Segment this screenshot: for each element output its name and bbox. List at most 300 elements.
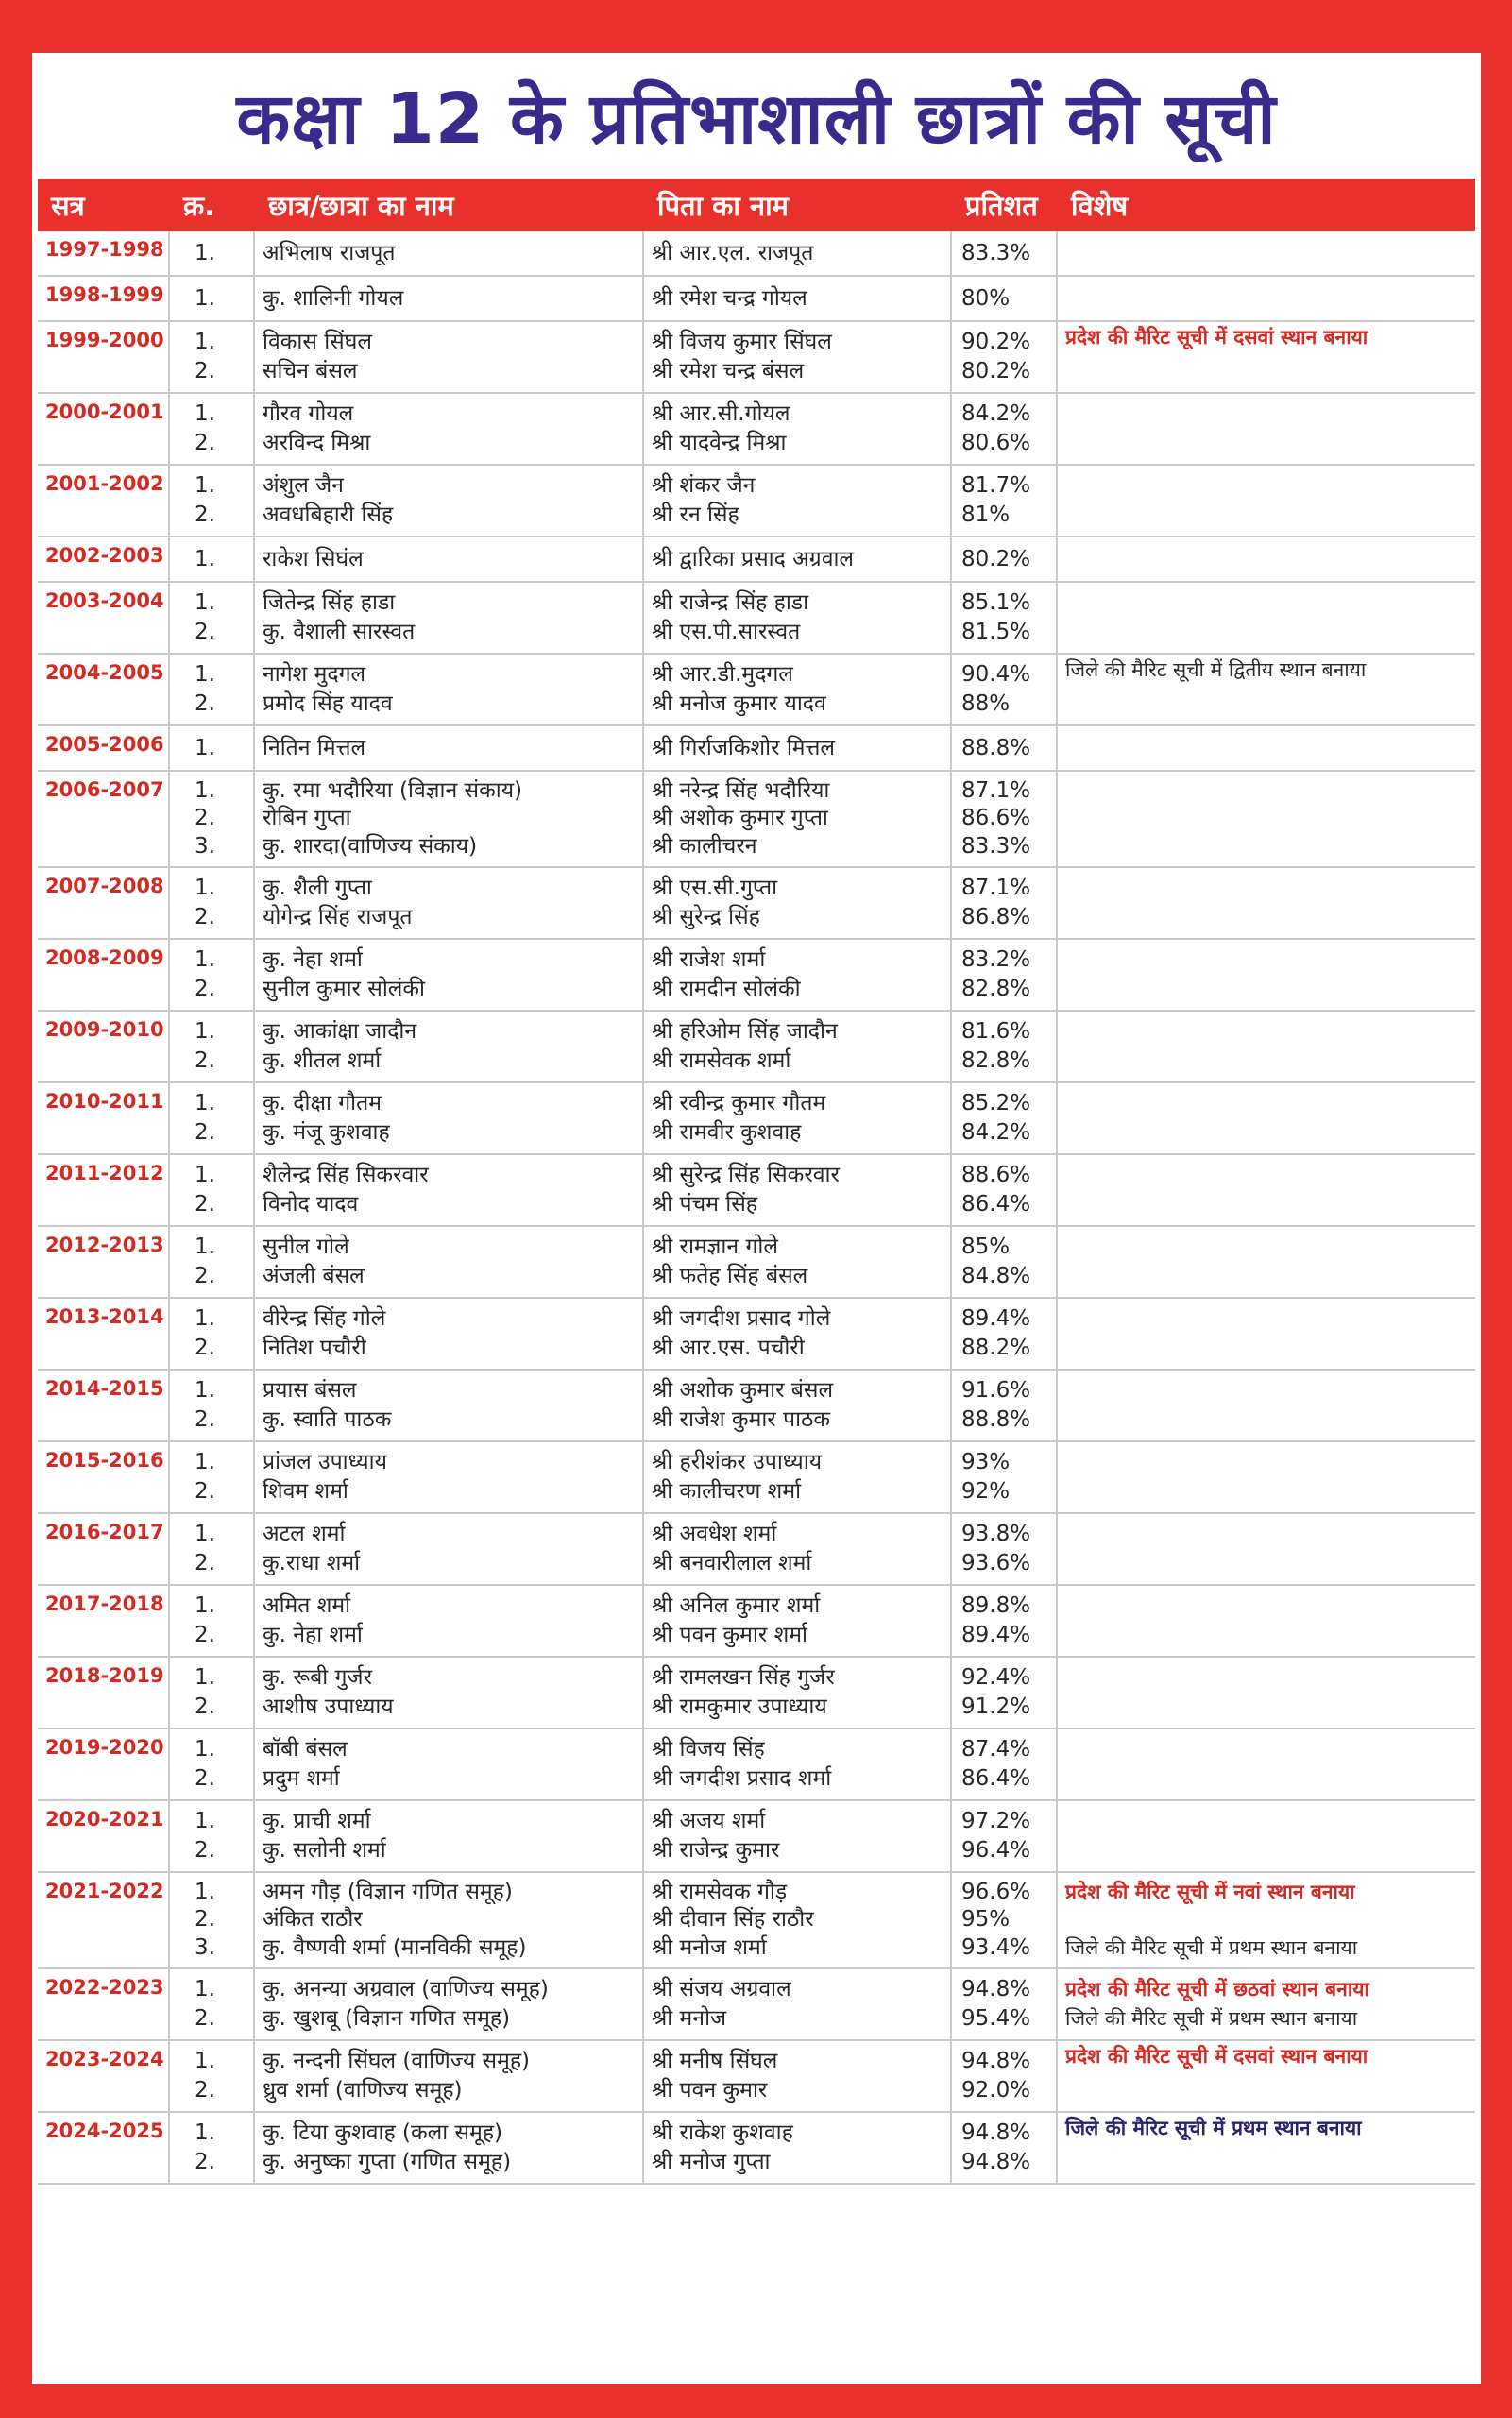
serial-number-cell — [170, 537, 255, 581]
session-cell: 2024-2025 — [38, 2113, 170, 2183]
student-name: अंकित राठौर — [263, 1907, 363, 1933]
student-name-cell — [255, 1442, 644, 1512]
serial-number: 2. — [195, 1551, 215, 1575]
percentage: 86.6% — [961, 806, 1031, 831]
student-name: कु. अनुष्का गुप्ता (गणित समूह) — [263, 2150, 512, 2174]
special-note-cell — [1058, 1155, 1475, 1225]
serial-number: 1. — [195, 1880, 215, 1905]
table-row — [38, 726, 1475, 772]
percentage: 93.8% — [961, 1522, 1031, 1546]
special-note-cell — [1058, 655, 1475, 724]
percentage-cell — [952, 1729, 1058, 1799]
percentage-cell — [952, 583, 1058, 653]
student-name: सुनील कुमार सोलंकी — [263, 977, 425, 1001]
special-note-cell — [1058, 1801, 1475, 1871]
student-name: अंशुल जैन — [263, 473, 344, 498]
percentage-cell — [952, 2041, 1058, 2111]
serial-number: 1. — [195, 778, 215, 804]
serial-number-cell — [170, 1442, 255, 1512]
percentage-cell — [952, 1299, 1058, 1369]
student-name: कु. खुशबू (विज्ञान गणित समूह) — [263, 2006, 511, 2031]
percentage: 92.4% — [961, 1665, 1031, 1690]
serial-number: 1. — [195, 1665, 215, 1690]
father-name: श्री मनोज कुमार यादव — [652, 691, 826, 716]
student-name: सचिन बंसल — [263, 359, 358, 383]
serial-number: 2. — [195, 1694, 215, 1719]
serial-number: 3. — [195, 833, 215, 859]
father-name-cell — [644, 322, 952, 392]
serial-number: 1. — [195, 1378, 215, 1403]
achievement-note: प्रदेश की मैरिट सूची में छठवां स्थान बनाया — [1065, 1978, 1369, 2001]
table-row — [38, 2113, 1475, 2185]
serial-number: 2. — [195, 1766, 215, 1791]
percentage-cell — [952, 772, 1058, 866]
student-name: प्रदुम शर्मा — [263, 1766, 340, 1791]
student-name: कु. शीतल शर्मा — [263, 1048, 382, 1073]
student-name-cell — [255, 772, 644, 866]
special-note-cell — [1058, 466, 1475, 536]
student-name-cell — [255, 1083, 644, 1153]
father-name-cell — [644, 655, 952, 724]
percentage-cell — [952, 940, 1058, 1010]
percentage: 80.2% — [961, 546, 1031, 571]
father-name-cell — [644, 1227, 952, 1297]
serial-number-cell — [170, 583, 255, 653]
special-note-cell — [1058, 1299, 1475, 1369]
session-cell: 2015-2016 — [38, 1442, 170, 1512]
student-name-cell — [255, 1012, 644, 1081]
student-name: कु. नेहा शर्मा — [263, 947, 363, 972]
serial-number: 2. — [195, 1048, 215, 1073]
percentage-cell — [952, 1227, 1058, 1297]
percentage: 88.6% — [961, 1163, 1031, 1187]
achievement-note: प्रदेश की मैरिट सूची में नवां स्थान बनाया — [1065, 1881, 1355, 1904]
percentage: 94.8% — [961, 2120, 1031, 2145]
father-name: श्री राजेश शर्मा — [652, 947, 766, 972]
father-name-cell — [644, 1969, 952, 2039]
percentage: 97.2% — [961, 1809, 1031, 1833]
student-name-cell — [255, 655, 644, 724]
father-name: श्री हरिओम सिंह जादौन — [652, 1019, 838, 1044]
percentage: 89.8% — [961, 1593, 1031, 1618]
achievement-note: प्रदेश की मैरिट सूची में दसवां स्थान बनाया — [1065, 2045, 1368, 2068]
father-name: श्री जगदीश प्रसाद शर्मा — [652, 1766, 832, 1791]
serial-number: 1. — [195, 1091, 215, 1115]
special-note-cell — [1058, 322, 1475, 392]
serial-number: 2. — [195, 359, 215, 383]
student-name-cell — [255, 1586, 644, 1656]
father-name: श्री पवन कुमार शर्मा — [652, 1623, 807, 1647]
student-name: अटल शर्मा — [263, 1522, 346, 1546]
session-cell: 2005-2006 — [38, 726, 170, 770]
serial-number: 2. — [195, 2006, 215, 2031]
father-name: श्री अशोक कुमार गुप्ता — [652, 806, 828, 831]
achievement-note — [1065, 1910, 1475, 1930]
percentage: 93.6% — [961, 1551, 1031, 1575]
table-row — [38, 1514, 1475, 1586]
table-body — [38, 231, 1475, 2185]
student-name-cell — [255, 1658, 644, 1728]
father-name-cell — [644, 1801, 952, 1871]
student-name: जितेन्द्र सिंह हाडा — [263, 590, 396, 615]
percentage-cell — [952, 1371, 1058, 1440]
serial-number-cell — [170, 940, 255, 1010]
serial-number: 2. — [195, 1479, 215, 1504]
father-name: श्री अवधेश शर्मा — [652, 1522, 777, 1546]
percentage-cell — [952, 1873, 1058, 1967]
father-name: श्री जगदीश प्रसाद गोले — [652, 1306, 831, 1331]
serial-number: 1. — [195, 1450, 215, 1474]
serial-number-cell — [170, 868, 255, 938]
table-row — [38, 1371, 1475, 1442]
serial-number: 2. — [195, 1623, 215, 1647]
table-row — [38, 1586, 1475, 1658]
serial-number: 2. — [195, 977, 215, 1001]
special-note-cell — [1058, 1658, 1475, 1728]
poster-sheet — [32, 53, 1481, 2384]
percentage: 86.8% — [961, 905, 1031, 929]
serial-number: 1. — [195, 1235, 215, 1259]
father-name-cell — [644, 277, 952, 320]
serial-number: 1. — [195, 1809, 215, 1833]
table-row — [38, 1969, 1475, 2041]
student-name: कु. आकांक्षा जादौन — [263, 1019, 417, 1044]
session-cell: 2001-2002 — [38, 466, 170, 536]
student-name: कु. वैशाली सारस्वत — [263, 620, 416, 644]
session-cell: 2010-2011 — [38, 1083, 170, 1153]
percentage: 94.8% — [961, 2150, 1031, 2174]
father-name-cell — [644, 1012, 952, 1081]
percentage: 80.2% — [961, 359, 1031, 383]
serial-number: 1. — [195, 285, 215, 311]
father-name-cell — [644, 726, 952, 770]
student-name-cell — [255, 537, 644, 581]
student-name-cell — [255, 1514, 644, 1584]
session-cell: 2012-2013 — [38, 1227, 170, 1297]
session-cell: 2007-2008 — [38, 868, 170, 938]
serial-number: 2. — [195, 905, 215, 929]
student-name: कु. प्राची शर्मा — [263, 1809, 371, 1833]
table-row — [38, 394, 1475, 466]
father-name: श्री रन सिंह — [652, 502, 739, 527]
percentage: 88% — [961, 691, 1011, 716]
father-name: श्री गिर्राजकिशोर मित्तल — [652, 735, 836, 760]
student-name: गौरव गोयल — [263, 401, 354, 426]
father-name: श्री रामसेवक शर्मा — [652, 1048, 791, 1073]
father-name: श्री अजय शर्मा — [652, 1809, 766, 1833]
serial-number: 1. — [195, 401, 215, 426]
father-name: श्री फतेह सिंह बंसल — [652, 1264, 808, 1288]
serial-number-cell — [170, 1969, 255, 2039]
serial-number: 1. — [195, 590, 215, 615]
father-name: श्री नरेन्द्र सिंह भदौरिया — [652, 778, 830, 804]
student-name: कु. दीक्षा गौतम — [263, 1091, 382, 1115]
student-name-cell — [255, 1371, 644, 1440]
percentage: 85% — [961, 1235, 1011, 1259]
father-name: श्री दीवान सिंह राठौर — [652, 1907, 814, 1933]
percentage-cell — [952, 1155, 1058, 1225]
father-name: श्री आर.एस. पचौरी — [652, 1336, 805, 1360]
serial-number: 1. — [195, 473, 215, 498]
percentage-cell — [952, 231, 1058, 275]
serial-number: 2. — [195, 431, 215, 455]
student-name-cell — [255, 1729, 644, 1799]
percentage-cell — [952, 868, 1058, 938]
serial-number: 1. — [195, 947, 215, 972]
father-name: श्री कालीचरण शर्मा — [652, 1479, 802, 1504]
student-name: योगेन्द्र सिंह राजपूत — [263, 905, 413, 929]
percentage: 89.4% — [961, 1623, 1031, 1647]
achievement-note: प्रदेश की मैरिट सूची में दसवां स्थान बनाया — [1065, 326, 1368, 349]
percentage: 81.6% — [961, 1019, 1031, 1044]
serial-number: 1. — [195, 876, 215, 900]
percentage: 86.4% — [961, 1192, 1031, 1217]
percentage-cell — [952, 277, 1058, 320]
percentage: 86.4% — [961, 1766, 1031, 1791]
student-name: कु. शारदा(वाणिज्य संकाय) — [263, 833, 478, 859]
achievement-note: जिले की मैरिट सूची में प्रथम स्थान बनाया — [1065, 1935, 1358, 1959]
table-row — [38, 1012, 1475, 1083]
percentage: 94.8% — [961, 2049, 1031, 2073]
percentage-cell — [952, 726, 1058, 770]
percentage-cell — [952, 322, 1058, 392]
student-name-cell — [255, 322, 644, 392]
father-name-cell — [644, 1442, 952, 1512]
special-note-cell — [1058, 583, 1475, 653]
percentage-cell — [952, 2113, 1058, 2183]
student-name: नितिन मित्तल — [263, 735, 366, 760]
serial-number: 1. — [195, 330, 215, 354]
father-name-cell — [644, 1873, 952, 1967]
student-name-cell — [255, 583, 644, 653]
session-cell: 2014-2015 — [38, 1371, 170, 1440]
percentage: 94.8% — [961, 1977, 1031, 2001]
serial-number-cell — [170, 655, 255, 724]
student-name: नागेश मुदगल — [263, 662, 366, 687]
achievement-note: जिले की मैरिट सूची में द्वितीय स्थान बनाया — [1065, 658, 1367, 681]
father-name: श्री एस.पी.सारस्वत — [652, 620, 801, 644]
percentage: 81.7% — [961, 473, 1031, 498]
table-row — [38, 772, 1475, 868]
table-row — [38, 277, 1475, 322]
table-row — [38, 466, 1475, 537]
percentage: 93% — [961, 1450, 1011, 1474]
father-name: श्री रमेश चन्द्र बंसल — [652, 359, 805, 383]
special-note-cell — [1058, 1442, 1475, 1512]
serial-number-cell — [170, 466, 255, 536]
session-cell: 2023-2024 — [38, 2041, 170, 2111]
father-name: श्री रामज्ञान गोले — [652, 1235, 778, 1259]
father-name: श्री अशोक कुमार बंसल — [652, 1378, 834, 1403]
father-name: श्री यादवेन्द्र मिश्रा — [652, 431, 787, 455]
father-name: श्री अनिल कुमार शर्मा — [652, 1593, 821, 1618]
serial-number: 2. — [195, 806, 215, 831]
serial-number: 2. — [195, 1120, 215, 1145]
serial-number-cell — [170, 1729, 255, 1799]
session-cell: 2019-2020 — [38, 1729, 170, 1799]
student-name: प्रमोद सिंह यादव — [263, 691, 393, 716]
special-note-cell — [1058, 1873, 1475, 1967]
percentage: 81% — [961, 502, 1011, 527]
session-cell: 2009-2010 — [38, 1012, 170, 1081]
student-name-cell — [255, 726, 644, 770]
student-name-cell — [255, 1299, 644, 1369]
table-row — [38, 1299, 1475, 1371]
percentage-cell — [952, 394, 1058, 464]
special-note-cell — [1058, 537, 1475, 581]
percentage: 87.4% — [961, 1737, 1031, 1762]
student-name: कु. मंजू कुशवाह — [263, 1120, 390, 1145]
student-name: नितिश पचौरी — [263, 1336, 366, 1360]
father-name: श्री मनोज — [652, 2006, 727, 2031]
student-name: अरविन्द मिश्रा — [263, 431, 371, 455]
serial-number-cell — [170, 1227, 255, 1297]
session-cell: 1997-1998 — [38, 231, 170, 275]
table-row — [38, 1873, 1475, 1969]
special-note-cell — [1058, 1371, 1475, 1440]
percentage: 90.2% — [961, 330, 1031, 354]
percentage: 85.1% — [961, 590, 1031, 615]
header-father-name: पिता का नाम — [657, 189, 789, 222]
student-name: कु. स्वाति पाठक — [263, 1407, 392, 1432]
serial-number: 1. — [195, 1737, 215, 1762]
session-cell: 2022-2023 — [38, 1969, 170, 2039]
father-name: श्री द्वारिका प्रसाद अग्रवाल — [652, 546, 855, 571]
father-name: श्री आर.सी.गोयल — [652, 401, 790, 426]
student-name-cell — [255, 1227, 644, 1297]
father-name: श्री रामलखन सिंह गुर्जर — [652, 1665, 835, 1690]
father-name-cell — [644, 231, 952, 275]
student-name: अमित शर्मा — [263, 1593, 351, 1618]
table-row — [38, 1442, 1475, 1514]
percentage: 83.3% — [961, 240, 1031, 265]
father-name: श्री मनोज गुप्ता — [652, 2150, 771, 2174]
father-name: श्री रवीन्द्र कुमार गौतम — [652, 1091, 826, 1115]
special-note-cell — [1058, 772, 1475, 866]
father-name: श्री हरीशंकर उपाध्याय — [652, 1450, 823, 1474]
student-name-cell — [255, 1873, 644, 1967]
percentage-cell — [952, 537, 1058, 581]
serial-number: 1. — [195, 2049, 215, 2073]
session-cell: 2011-2012 — [38, 1155, 170, 1225]
student-name: प्रांजल उपाध्याय — [263, 1450, 387, 1474]
session-cell: 2006-2007 — [38, 772, 170, 866]
father-name: श्री राजेश कुमार पाठक — [652, 1407, 831, 1432]
father-name: श्री राजेन्द्र सिंह हाडा — [652, 590, 809, 615]
special-note-cell — [1058, 1969, 1475, 2039]
header-percentage: प्रतिशत — [965, 189, 1038, 222]
serial-number-cell — [170, 394, 255, 464]
serial-number: 2. — [195, 1838, 215, 1863]
session-cell: 2003-2004 — [38, 583, 170, 653]
father-name: श्री रामकुमार उपाध्याय — [652, 1694, 827, 1719]
father-name: श्री मनोज शर्मा — [652, 1934, 767, 1960]
header-student-name: छात्र/छात्रा का नाम — [268, 189, 454, 222]
student-name-cell — [255, 1969, 644, 2039]
percentage: 88.2% — [961, 1336, 1031, 1360]
percentage: 96.6% — [961, 1880, 1031, 1905]
percentage: 95.4% — [961, 2006, 1031, 2031]
special-note-cell — [1058, 1729, 1475, 1799]
special-note-cell — [1058, 394, 1475, 464]
father-name: श्री सुरेन्द्र सिंह — [652, 905, 760, 929]
student-name: रोबिन गुप्ता — [263, 806, 351, 831]
father-name: श्री सुरेन्द्र सिंह सिकरवार — [652, 1163, 840, 1187]
session-cell: 2021-2022 — [38, 1873, 170, 1967]
father-name-cell — [644, 2113, 952, 2183]
serial-number-cell — [170, 726, 255, 770]
student-name-cell — [255, 2113, 644, 2183]
father-name: श्री राजेन्द्र कुमार — [652, 1838, 780, 1863]
father-name-cell — [644, 1729, 952, 1799]
serial-number: 2. — [195, 1264, 215, 1288]
header-special: विशेष — [1071, 189, 1129, 222]
father-name: श्री पंचम सिंह — [652, 1192, 758, 1217]
serial-number-cell — [170, 1299, 255, 1369]
table-row — [38, 940, 1475, 1012]
table-row — [38, 868, 1475, 940]
percentage: 91.6% — [961, 1378, 1031, 1403]
father-name: श्री पवन कुमार — [652, 2078, 768, 2103]
student-name-cell — [255, 940, 644, 1010]
student-name-cell — [255, 231, 644, 275]
table-row — [38, 583, 1475, 655]
father-name: श्री रामवीर कुशवाह — [652, 1120, 802, 1145]
percentage: 88.8% — [961, 1407, 1031, 1432]
student-name: कु. रमा भदौरिया (विज्ञान संकाय) — [263, 778, 523, 804]
student-name-cell — [255, 277, 644, 320]
serial-number: 2. — [195, 2078, 215, 2103]
father-name-cell — [644, 940, 952, 1010]
special-note-cell — [1058, 1586, 1475, 1656]
percentage: 85.2% — [961, 1091, 1031, 1115]
serial-number: 3. — [195, 1934, 215, 1960]
serial-number: 1. — [195, 240, 215, 265]
serial-number-cell — [170, 1586, 255, 1656]
student-name-cell — [255, 394, 644, 464]
student-name: शैलेन्द्र सिंह सिकरवार — [263, 1163, 429, 1187]
father-name-cell — [644, 1083, 952, 1153]
serial-number-cell — [170, 1873, 255, 1967]
percentage: 95% — [961, 1907, 1011, 1933]
percentage: 93.4% — [961, 1934, 1031, 1960]
serial-number-cell — [170, 1155, 255, 1225]
student-name: कु. सलोनी शर्मा — [263, 1838, 386, 1863]
serial-number: 2. — [195, 1907, 215, 1933]
percentage-cell — [952, 1083, 1058, 1153]
student-name: ध्रुव शर्मा (वाणिज्य समूह) — [263, 2078, 463, 2103]
percentage: 82.8% — [961, 977, 1031, 1001]
father-name: श्री एस.सी.गुप्ता — [652, 876, 778, 900]
special-note-cell — [1058, 940, 1475, 1010]
serial-number-cell — [170, 2041, 255, 2111]
serial-number: 1. — [195, 2120, 215, 2145]
serial-number-cell — [170, 1012, 255, 1081]
session-cell: 1998-1999 — [38, 277, 170, 320]
father-name-cell — [644, 868, 952, 938]
percentage: 83.3% — [961, 833, 1031, 859]
father-name: श्री विजय सिंह — [652, 1737, 765, 1762]
session-cell: 2002-2003 — [38, 537, 170, 581]
serial-number: 2. — [195, 1407, 215, 1432]
father-name-cell — [644, 1658, 952, 1728]
father-name: श्री रमेश चन्द्र गोयल — [652, 285, 807, 311]
father-name-cell — [644, 1586, 952, 1656]
father-name-cell — [644, 394, 952, 464]
achievement-note: जिले की मैरिट सूची में प्रथम स्थान बनाया — [1065, 2007, 1358, 2030]
student-name: राकेश सिघंल — [263, 546, 364, 571]
father-name: श्री रामसेवक गौड़ — [652, 1880, 788, 1905]
